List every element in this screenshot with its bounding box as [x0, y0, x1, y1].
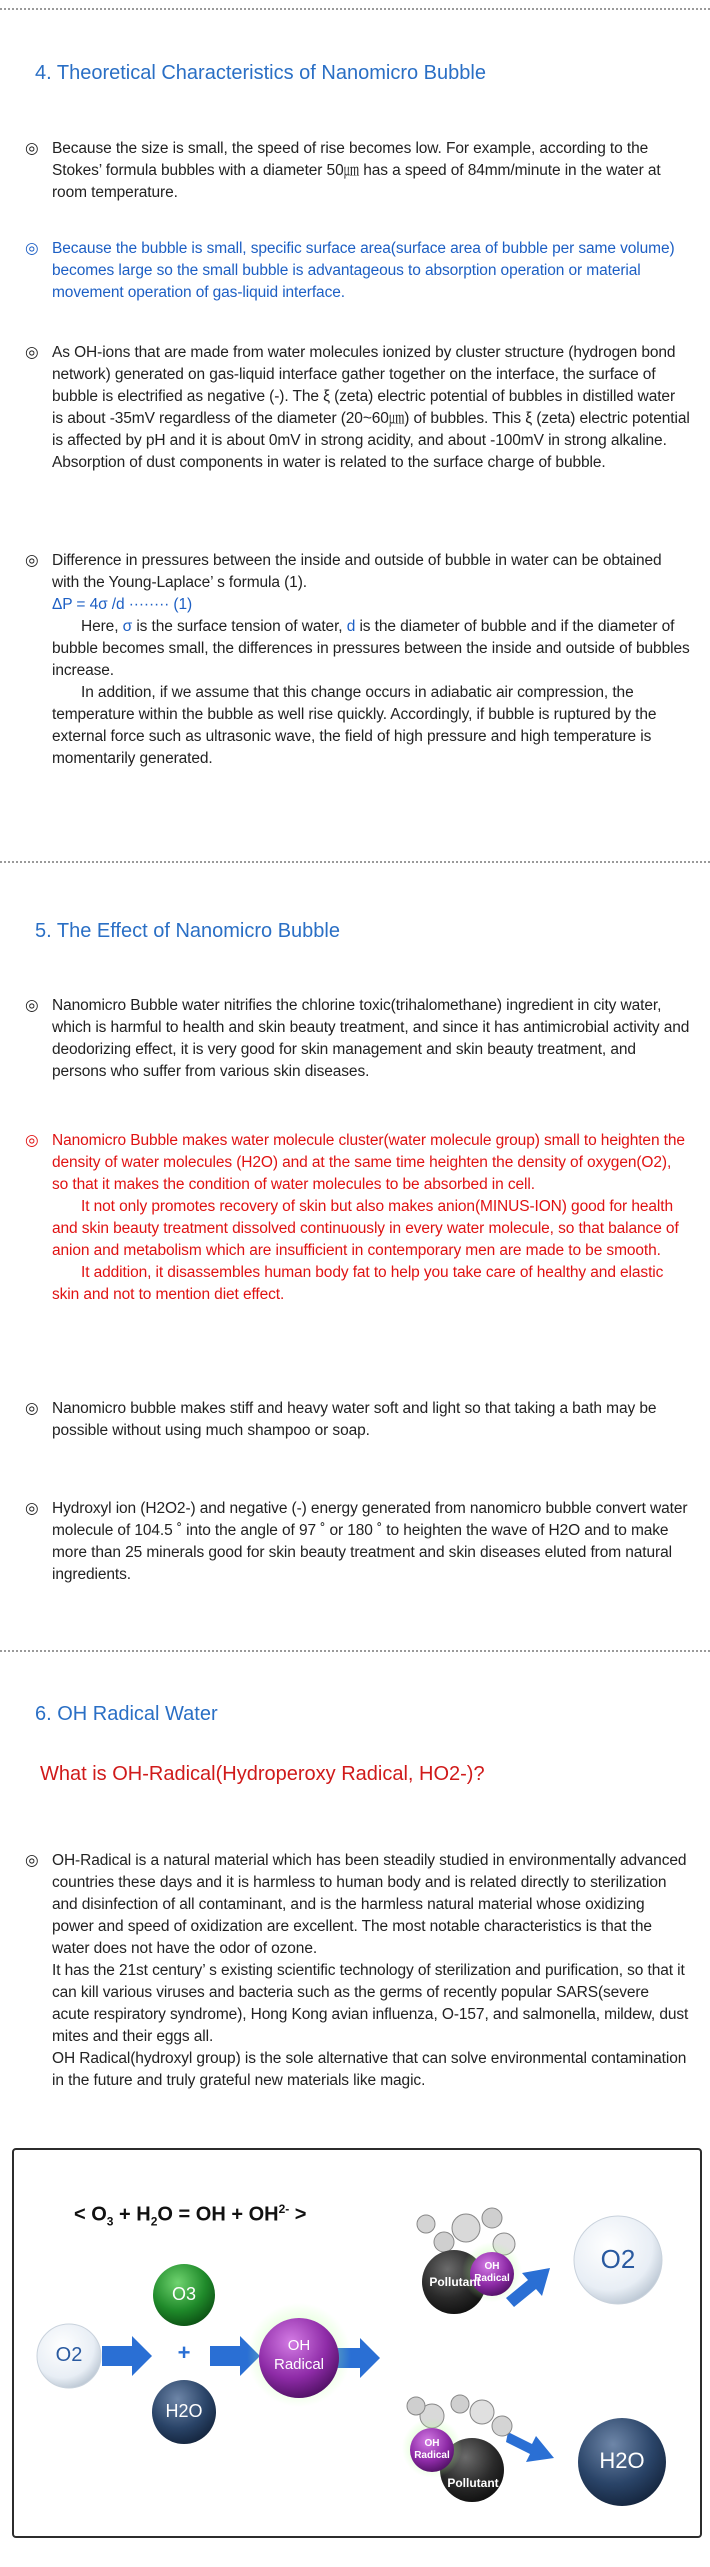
s4-paragraph-4: ◎ Difference in pressures between the inside and outside of bubble in water can be obtained with the Young-Laplace’ s formula (1). ΔP = 4σ /d ········ (1) Here, σ is the surface tension of water, d is the diameter of bubble and if the diameter of bubble becomes small, the differences in pressures between the inside and outside of bubbles increase. In addition, if we assume that this change occurs in adiabatic air compression, the temperature within the bubble as well rise quickly. Accordingly, if bubble is ruptured by the external force such as ultrasonic wave, the field of high pressure and high temperature is momentarily generated.	[25, 552, 690, 767]
bullet-icon: ◎	[25, 344, 39, 361]
s5-paragraph-4: ◎ Hydroxyl ion (H2O2-) and negative (-) energy generated from nanomicro bubble convert water molecule of 104.5 ˚ into the angle of 97 ˚ or 180 ˚ to heighten the wave of H2O and to make more than 25 minerals good for skin beauty treatment and skin diseases eluted from natural ingredients.	[25, 1500, 688, 1583]
h2o-right-label: H2O	[599, 2448, 645, 2473]
s5-paragraph-3: ◎ Nanomicro bubble makes stiff and heavy water soft and light so that taking a bath may be possible without using much shampoo or soap.	[25, 1400, 657, 1439]
s5-paragraph-2: ◎ Nanomicro Bubble makes water molecule cluster(water molecule group) small to heighten the density of water molecules (H2O) and at the same time heighten the density of oxygen(O2), so that it makes the condition of water molecules to be absorbed in cell. It not only promotes recovery of skin but also makes anion(MINUS-ION) good for health and skin beauty treatment dissolved continuously in every water molecule, so that balance of anion and metabolism which are insufficient in contemporary men are made to be smooth. It addition, it disassembles human body fat to help you take care of healthy and elastic skin and not to mention diet effect.	[25, 1132, 685, 1303]
bullet-icon: ◎	[25, 1852, 39, 1869]
section-6-subtitle: What is OH-Radical(Hydroperoxy Radical, HO2-)?	[40, 1763, 485, 1785]
oh-radical-center-label: OH Radical	[273, 2337, 325, 2373]
s4-paragraph-2: ◎ Because the bubble is small, specific surface area(surface area of bubble per same volume) becomes large so the small bubble is advantageous to absorption operation or material movement operation of gas-liquid interface.	[25, 240, 675, 301]
s4-paragraph-1: ◎ Because the size is small, the speed of rise becomes low. For example, according to the Stokes’ formula bubbles with a diameter 50㎛ has a speed of 84mm/minute in the water at room temperature.	[25, 140, 661, 201]
oh-top-label: OH Radical	[474, 2261, 510, 2284]
s4-paragraph-3: ◎ As OH-ions that are made from water molecules ionized by cluster structure (hydrogen bond network) generated on gas-liquid interface gather together on the interface, the surface of bubble is electrified as negative (-). The ξ (zeta) electric potential of bubbles in distilled water is about -35mV regardless of the diameter (20~60㎛) of bubbles. This ξ (zeta) electric potential is affected by pH and it is about 0mV in strong acidity, and about -100mV in strong alkaline. Absorption of dust components in water is related to the surface charge of bubble.	[25, 344, 690, 471]
o3-label: O3	[171, 2284, 196, 2304]
h2o-small-label: H2O	[165, 2401, 203, 2421]
section-6-title: 6. OH Radical Water	[35, 1703, 218, 1725]
pollutant-bottom-label: Pollutant	[447, 2476, 499, 2490]
top-divider	[0, 8, 710, 10]
bullet-icon: ◎	[25, 1500, 39, 1517]
plus-label: +	[177, 2340, 191, 2365]
s6-paragraph-1: ◎ OH-Radical is a natural material which has been steadily studied in environmentally advanced countries these days and it is harmless to human body and is related directly to sterilization and disinfection of all contaminant, and is the harmless natural material whose oxidizing power and speed of oxidization are excellent. The most notable characteristics is that the water does not have the odor of ozone. It has the 21st century’ s existing scientific technology of sterilization and purification, so that it can kill various viruses and bacteria such as the germs of recently popular SARS(severe acute respiratory syndrome), Hong Kong avian influenza, O-157, and salmonella, mildew, dust mites and their eggs all. OH Radical(hydroxyl group) is the sole alternative that can solve environmental contamination in the future and truly grateful new materials like magic.	[25, 1852, 689, 2089]
bullet-icon: ◎	[25, 1400, 39, 1417]
pollutant-top-label: Pollutant	[429, 2275, 481, 2289]
arrow-icon	[102, 2336, 152, 2376]
reaction-equation: < $O_3 + H_2O$ = OH + $OH^{2-}$ >	[74, 2202, 307, 2229]
section-divider-5	[0, 861, 710, 863]
section-4-title: 4. Theoretical Characteristics of Nanomicro Bubble	[35, 62, 486, 84]
bullet-icon: ◎	[25, 1132, 39, 1149]
oh-bottom-label: OH Radical	[414, 2438, 450, 2461]
o2-left-label: O2	[55, 2344, 83, 2366]
o2-right-label: O2	[600, 2244, 636, 2274]
bullet-icon: ◎	[25, 997, 39, 1014]
bullet-icon: ◎	[25, 140, 39, 157]
section-5-title: 5. The Effect of Nanomicro Bubble	[35, 920, 340, 942]
young-laplace-formula: ΔP = 4σ /d ········ (1)	[52, 596, 193, 613]
arrow-icon	[506, 2432, 554, 2462]
bullet-icon: ◎	[25, 552, 39, 569]
oh-radical-diagram	[12, 2148, 702, 2538]
section-divider-6	[0, 1650, 710, 1652]
s5-paragraph-1: ◎ Nanomicro Bubble water nitrifies the chlorine toxic(trihalomethane) ingredient in city water, which is harmful to health and skin beauty treatment, and since it has antimicrobial activity and deodorizing effect, it is very good for skin management and skin beauty treatment, and persons who suffer from various skin diseases.	[25, 997, 690, 1080]
bullet-icon: ◎	[25, 240, 39, 257]
